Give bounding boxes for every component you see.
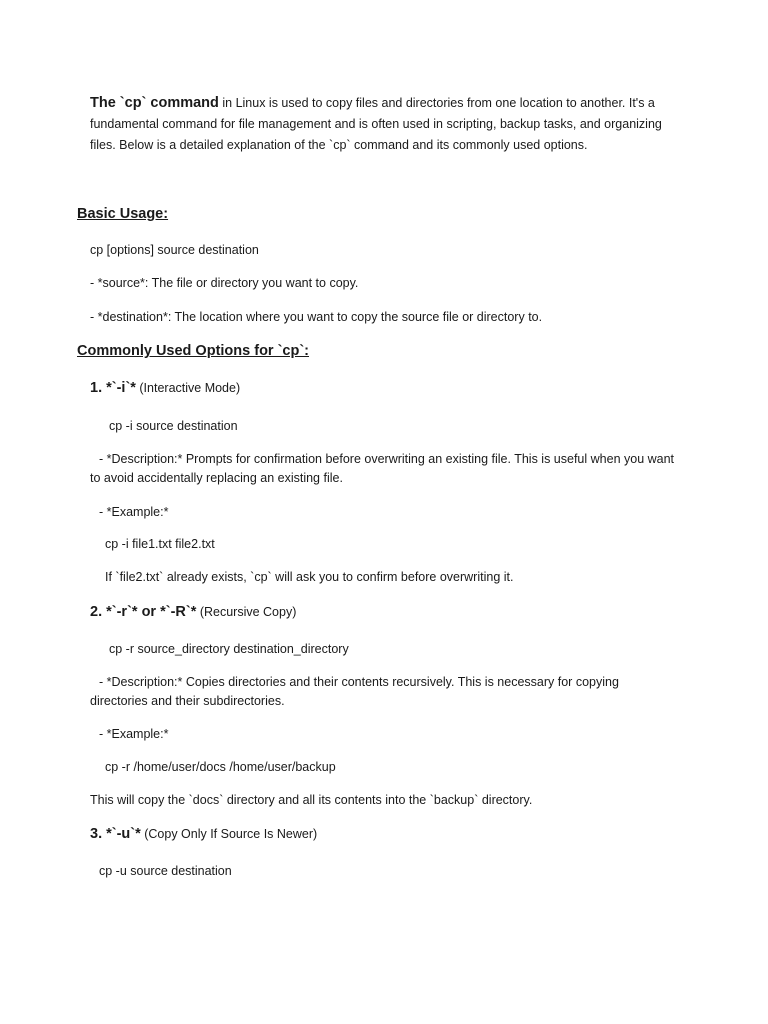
option-description-text: - *Description:* Prompts for confirmation before overwriting an existing file. This is useful when you want to avoid accidentally replacing an existing file. — [90, 452, 675, 485]
option-title-sub: (Copy Only If Source Is Newer) — [140, 827, 318, 841]
option-title-strong: 2. *`-r`* or *`-R`* — [90, 604, 197, 620]
intro-paragraph — [90, 93, 680, 156]
option-example-note: This will copy the `docs` directory and all its contents into the `backup` directory. — [90, 793, 533, 807]
option-command: cp -i source destination — [109, 419, 238, 433]
option-example-command: cp -r /home/user/docs /home/user/backup — [105, 760, 336, 774]
option-title-sub: (Interactive Mode) — [135, 381, 241, 395]
option-example-label: - *Example:* — [99, 505, 169, 519]
option-title-strong: 3. *`-u`* — [90, 826, 141, 842]
basic-usage-source: - *source*: The file or directory you want to copy. — [90, 276, 359, 290]
intro-lead: The `cp` command — [90, 95, 219, 111]
option-description-text: - *Description:* Copies directories and their contents recursively. This is necessary for copying directories and their subdirectories. — [90, 675, 619, 708]
options-heading: Commonly Used Options for `cp`: — [77, 343, 309, 359]
option-example-label: - *Example:* — [99, 727, 169, 741]
basic-usage-destination: - *destination*: The location where you want to copy the source file or directory to. — [90, 310, 543, 324]
option-title — [90, 604, 296, 620]
option-title-strong: 1. *`-i`* — [90, 380, 136, 396]
basic-usage-heading: Basic Usage: — [77, 206, 169, 222]
option-command: cp -u source destination — [99, 864, 232, 878]
option-description — [90, 673, 680, 711]
option-title — [90, 380, 240, 396]
option-title — [90, 826, 317, 842]
option-command: cp -r source_directory destination_directory — [109, 642, 349, 656]
option-title-sub: (Recursive Copy) — [196, 605, 297, 619]
option-description — [90, 450, 680, 488]
intro-text: in Linux is used to copy files and directories from one location to another. It's a fundamental command for file management and is often used in scripting, backup tasks, and organizing files. Below is a detailed explanation of the `cp` command and its commonly used options. — [90, 96, 662, 152]
basic-usage-syntax: cp [options] source destination — [90, 243, 259, 257]
option-example-note: If `file2.txt` already exists, `cp` will ask you to confirm before overwriting it. — [105, 570, 514, 584]
option-example-command: cp -i file1.txt file2.txt — [105, 537, 215, 551]
